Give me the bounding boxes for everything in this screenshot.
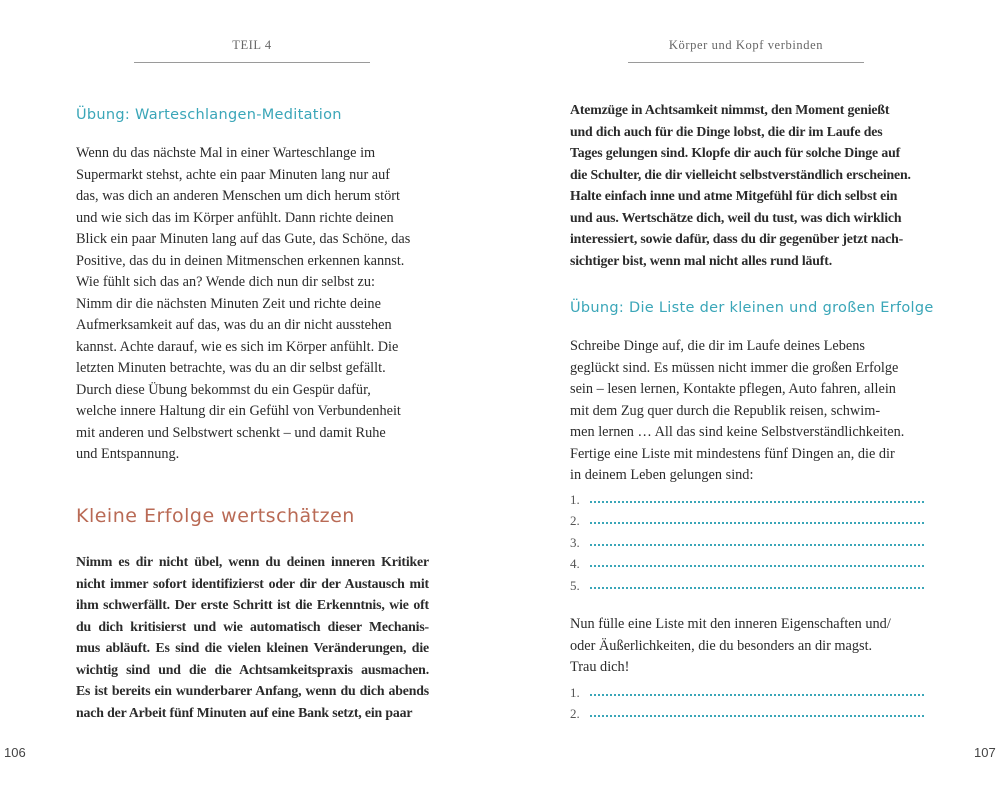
text-line: sichtiger bist, wenn mal nicht alles rund läuft. — [570, 252, 832, 268]
exercise-text-erfolge-liste — [570, 336, 926, 487]
dotted-write-line — [590, 703, 924, 717]
text-line: mus abläuft. Es sind die vielen kleinen Veränderungen, die — [76, 640, 429, 655]
text-line: Wie fühlt sich das an? Wende dich nun dir selbst zu: — [76, 274, 375, 290]
dotted-write-line — [590, 510, 924, 524]
exercise-text-eigenschaften — [570, 614, 926, 679]
list-number: 5. — [570, 577, 580, 593]
text-line: Blick ein paar Minuten lang auf das Gute, das Schöne, das — [76, 231, 411, 247]
text-line: mit anderen und Selbstwert schenkt – und damit Ruhe — [76, 424, 386, 441]
list-number: 3. — [570, 534, 580, 550]
list-number: 2. — [570, 513, 580, 528]
text-line: das, was dich an anderen Menschen um dich herum stört — [76, 188, 400, 204]
fill-in-line — [570, 508, 924, 530]
continuation-text — [570, 99, 926, 271]
text-line: Trau dich! — [570, 659, 630, 675]
text-line: du dich kritisierst und wie automatisch dieser Mechanis- — [76, 618, 429, 634]
dotted-write-line — [590, 682, 924, 696]
fill-in-line — [570, 529, 924, 551]
text-line: sein – lesen lernen, Kontakte pflegen, Auto fahren, allein — [570, 381, 896, 397]
text-line: welche innere Haltung dir ein Gefühl von Verbundenheit — [76, 403, 401, 419]
dotted-write-line — [590, 532, 924, 546]
page-number-left: 106 — [4, 745, 26, 760]
list-number: 4. — [570, 556, 580, 571]
text-line: wichtig sind und die die Achtsamkeitspraxis ausmachen. — [76, 661, 429, 677]
text-line: und dich auch für die Dinge lobst, die dir im Laufe des — [570, 123, 883, 139]
text-line: Es ist bereits ein wunderbarer Anfang, wenn du dich abends — [76, 683, 429, 698]
text-line: Aufmerksamkeit auf das, was du an dir nicht ausstehen — [76, 317, 392, 333]
running-head-rule-left — [134, 62, 370, 63]
text-line: letzten Minuten betrachte, was du an dir selbst gefällt. — [76, 360, 386, 376]
section-text-kleine-erfolge — [76, 551, 429, 723]
text-line: und Entspannung. — [76, 446, 180, 462]
text-line: Nimm dir die nächsten Minuten Zeit und richte deine — [76, 295, 381, 312]
text-line: Halte einfach inne und atme Mitgefühl für dich selbst ein — [570, 188, 898, 203]
text-line: Durch diese Übung bekommst du ein Gespür dafür, — [76, 381, 371, 398]
text-line: Fertige eine Liste mit mindestens fünf Dingen an, die dir — [570, 445, 895, 462]
text-line: Nimm es dir nicht übel, wenn du deinen inneren Kritiker — [76, 554, 429, 569]
fill-in-line — [570, 701, 924, 723]
text-line: Tages gelungen sind. Klopfe dir auch für solche Dinge auf — [570, 145, 901, 160]
text-line: interessiert, sowie dafür, dass du dir gegenüber jetzt nach- — [570, 231, 904, 246]
list-number: 1. — [570, 684, 580, 700]
text-line: kannst. Achte darauf, wie es sich im Körper anfühlt. Die — [76, 338, 399, 355]
text-line: und wie sich das im Körper anfühlt. Dann richte deinen — [76, 209, 394, 226]
text-line: nach der Arbeit fünf Minuten auf eine Bank setzt, ein paar — [76, 704, 413, 720]
page-number-right: 107 — [974, 745, 996, 760]
dotted-write-line — [590, 575, 924, 589]
running-head-right: Körper und Kopf verbinden — [668, 38, 824, 52]
text-line: in deinem Leben gelungen sind: — [570, 467, 754, 483]
text-line: oder Äußerlichkeiten, die du besonders an dir magst. — [570, 637, 873, 654]
fill-in-line — [570, 572, 924, 594]
section-heading-kleine-erfolge: Kleine Erfolge wertschätzen — [76, 505, 355, 527]
fill-in-list-erfolge — [570, 486, 924, 594]
list-number: 1. — [570, 491, 580, 507]
text-line: Positive, das du in deinen Mitmenschen erkennen kannst. — [76, 252, 405, 269]
dotted-write-line — [590, 553, 924, 567]
fill-in-line — [570, 486, 924, 508]
text-line: Supermarkt stehst, achte ein paar Minuten lang nur auf — [76, 166, 391, 183]
text-line: und aus. Wertschätze dich, weil du tust, was dich wirklich — [570, 209, 902, 225]
text-line: mit dem Zug quer durch die Republik reisen, schwim- — [570, 402, 881, 419]
dotted-write-line — [590, 489, 924, 503]
text-line: nicht immer sofort identifizierst oder dir der Austausch mit — [76, 575, 429, 591]
right-page — [500, 0, 1000, 800]
exercise-heading-erfolge-liste: Übung: Die Liste der kleinen und großen Erfolge — [570, 300, 934, 316]
exercise-text-warteschlangen — [76, 143, 424, 466]
fill-in-list-eigenschaften — [570, 679, 924, 722]
list-number: 2. — [570, 706, 580, 721]
text-line: Atemzüge in Achtsamkeit nimmst, den Moment genießt — [570, 102, 890, 117]
text-line: ihm schwerfällt. Der erste Schritt ist die Erkenntnis, wie oft — [76, 597, 429, 612]
running-head-left: TEIL 4 — [232, 38, 272, 52]
fill-in-line — [570, 679, 924, 701]
text-line: men lernen … All das sind keine Selbstverständlichkeiten. — [570, 424, 905, 440]
running-head-rule-right — [628, 62, 864, 63]
text-line: Schreibe Dinge auf, die dir im Laufe deines Lebens — [570, 338, 865, 354]
text-line: Wenn du das nächste Mal in einer Warteschlange im — [76, 145, 376, 161]
text-line: die Schulter, die dir vielleicht selbstverständlich erscheinen. — [570, 166, 911, 182]
fill-in-line — [570, 551, 924, 573]
text-line: geglückt sind. Es müssen nicht immer die großen Erfolge — [570, 359, 899, 376]
text-line: Nun fülle eine Liste mit den inneren Eigenschaften und/ — [570, 616, 891, 632]
exercise-heading-warteschlangen: Übung: Warteschlangen-Meditation — [76, 107, 342, 123]
